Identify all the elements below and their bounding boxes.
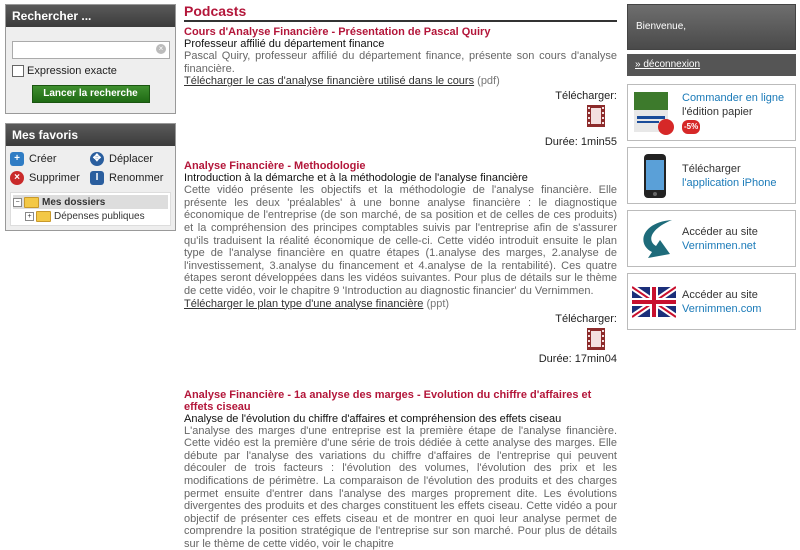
search-box-title: Rechercher ... <box>6 5 175 27</box>
podcast-download-ext: (pdf) <box>477 75 500 88</box>
video-film-icon[interactable] <box>587 105 605 127</box>
rename-label: Renommer <box>109 172 164 184</box>
podcast-duration: Durée: 1min55 <box>544 136 617 149</box>
move-icon: ✥ <box>90 152 104 166</box>
promo-com-line1: Accéder au site <box>682 288 758 301</box>
podcast-description: L'analyse des marges d'une entreprise est la première étape de l'analyse financière. Cette vidéo est la première d'une série de trois dédiée à cette analyse des marges. Elle débute par l'analyse des variations du chiffre d'affaires de l'entreprise qui peuvent découler de trois facteurs : l'évolution des volumes, l'évolution des prix et les modifications de périmètre. La comparaison de l'évolution des produits et des charges permet ensuite d'entrer dans l'analyse des marges proprement dite. Les évolutions divergentes des produits et des charges constituent les effets ciseau. Cette vidéo a pour objectif de présenter ces effets ciseau et de montrer en quoi leur analyse permet de comprendre la position stratégique de l'entreprise sur son marché. Pour plus de détails sur le thème de cette vidéo, voir le chapitre <box>184 424 617 550</box>
promo-order-line2: l'édition papier <box>682 106 753 118</box>
podcast-download-ext: (ppt) <box>426 297 450 310</box>
folder-icon <box>36 211 51 222</box>
podcast-subtitle: Analyse de l'évolution du chiffre d'affaires et compréhension des effets ciseau <box>184 412 562 425</box>
iphone-icon <box>632 153 676 199</box>
tree-root-label: Mes dossiers <box>42 196 106 208</box>
podcast-subtitle: Introduction à la démarche et à la méthodologie de l'analyse financière <box>184 172 528 185</box>
left-sidebar <box>5 4 176 240</box>
podcast-subtitle: Professeur affilié du département finance <box>184 38 385 50</box>
move-folder-button[interactable] <box>90 152 170 166</box>
podcast-description: Pascal Quiry, professeur affilié du département finance, présente son cours d'analyse financière. <box>184 50 617 75</box>
clear-icon[interactable]: × <box>156 44 166 54</box>
search-button[interactable]: Lancer la recherche <box>32 85 150 103</box>
welcome-banner: Bienvenue, <box>627 4 796 50</box>
delete-label: Supprimer <box>29 172 80 184</box>
create-folder-icon: + <box>10 152 24 166</box>
collapse-icon[interactable]: − <box>13 198 22 207</box>
rename-folder-button[interactable] <box>90 171 170 185</box>
right-sidebar <box>627 4 796 330</box>
podcast-description: Cette vidéo présente les objectifs et la méthodologie de l'analyse financière. Elle présente les deux 'préalables' à une bonne analyse financière : le diagnostique économique de l'entreprise (de son marché, de sa position et de celles de ces produits) et la compréhension des principes comptables suivis par l'entreprise afin de s'assurer qu'ils traduisent la réalité économique de celle-ci. Cette vidéo introduit ensuite le plan type de l'analyse financière en quatre étapes (1.analyse des marges, 2.analyse de l'investissement, 3.analyse du financement et 4.analyse de la rentabilité). Ces quatre étapes seront développées dans les vidéos suivantes. Pour plus de détails sur le thème de cette vidéo, voir le chapitre 9 'Introduction au diagnostic financier' du Vernimmen. <box>184 184 617 297</box>
logout-link[interactable]: » déconnexion <box>627 54 796 76</box>
promo-iphone-line2: l'application iPhone <box>682 176 777 189</box>
download-label: Télécharger: <box>555 312 617 325</box>
exact-expression-label: Expression exacte <box>27 65 117 77</box>
podcast-duration: Durée: 17min04 <box>538 352 617 365</box>
search-box <box>5 4 176 114</box>
rename-icon: I <box>90 171 104 185</box>
move-label: Déplacer <box>109 153 154 165</box>
promo-com-line2: Vernimmen.com <box>682 302 762 315</box>
delete-icon: × <box>10 171 24 185</box>
exact-expression-checkbox[interactable] <box>12 65 24 77</box>
expand-icon[interactable]: + <box>25 212 34 221</box>
create-folder-button[interactable] <box>10 152 90 166</box>
promo-vernimmen-net[interactable] <box>627 210 796 267</box>
main-content <box>184 3 617 550</box>
book-cover-icon <box>632 90 676 136</box>
promo-order-line1: Commander en ligne <box>682 92 785 104</box>
tree-child-label: Dépenses publiques <box>54 210 145 222</box>
create-label: Créer <box>29 153 57 165</box>
favorites-box <box>5 123 176 231</box>
promo-order-book[interactable] <box>627 84 796 141</box>
tree-item-child[interactable] <box>13 209 168 223</box>
folder-tree <box>10 192 171 226</box>
promo-net-line2: Vernimmen.net <box>682 239 756 252</box>
delete-folder-button[interactable] <box>10 171 90 185</box>
page-title: Podcasts <box>184 3 617 22</box>
exact-expression-option[interactable] <box>12 65 169 77</box>
search-input[interactable] <box>12 41 170 59</box>
podcast-title[interactable]: Analyse Financière - 1a analyse des marges - Evolution du chiffre d'affaires et effets ciseau <box>184 388 592 413</box>
podcast-title[interactable]: Cours d'Analyse Financière - Présentation de Pascal Quiry <box>184 26 491 38</box>
promo-net-line1: Accéder au site <box>682 225 758 238</box>
uk-flag-icon <box>632 279 676 325</box>
promo-iphone-line1: Télécharger <box>682 162 741 175</box>
podcast-download-link[interactable]: Télécharger le plan type d'une analyse financière <box>184 297 424 310</box>
curved-arrow-icon <box>632 216 676 262</box>
podcast-item <box>184 26 617 148</box>
podcast-download-link[interactable]: Télécharger le cas d'analyse financière utilisé dans le cours <box>184 75 475 88</box>
discount-badge: -5% <box>682 120 700 134</box>
promo-iphone-app[interactable] <box>627 147 796 204</box>
download-label: Télécharger: <box>555 90 617 103</box>
favorites-title: Mes favoris <box>6 124 175 146</box>
podcast-item <box>184 389 617 550</box>
podcast-title[interactable]: Analyse Financière - Methodologie <box>184 160 366 173</box>
podcast-item <box>184 160 617 364</box>
video-film-icon[interactable] <box>587 328 605 350</box>
tree-item-root[interactable] <box>13 195 168 209</box>
promo-vernimmen-com[interactable] <box>627 273 796 330</box>
folder-icon <box>24 197 39 208</box>
